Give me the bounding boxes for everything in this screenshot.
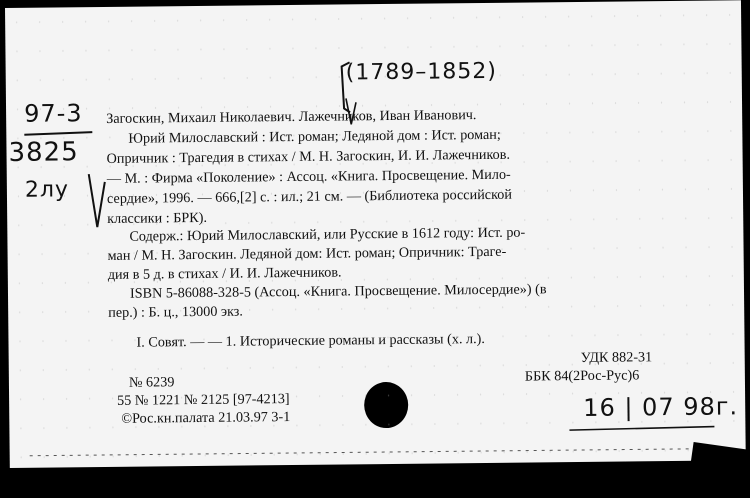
entry-line-3: Опричник : Трагедия в стихах / М. Н. Загоскин, И. И. Лажечников.: [107, 147, 511, 168]
entry-line-11: пер.) : Б. ц., 13000 экз.: [108, 304, 243, 322]
entry-line-5: сердие», 1996. — 666,[2] с. : ил.; 21 см. — (Библиотека российской: [107, 187, 512, 208]
handwritten-years: (1789–1852): [346, 59, 497, 86]
entry-line-10: ISBN 5-86088-328-5 (Ассоц. «Книга. Просвещение. Милосердие») (в: [130, 281, 547, 302]
book-chamber-line: ©Рос.кн.палата 21.03.97 3-1: [121, 409, 290, 428]
registration-line: 55 № 1221 № 2125 [97-4213]: [117, 391, 290, 410]
entry-line-6: классики : БРК).: [107, 210, 207, 228]
entry-line-7: Содерж.: Юрий Милославский, или Русские в 1612 году: Ист. ро-: [129, 225, 525, 246]
entry-line-2: Юрий Милославский : Ист. роман; Ледяной дом : Ист. роман;: [128, 127, 501, 148]
udk-code: УДК 882-31: [581, 349, 653, 367]
handwritten-ref-3: 2лу: [25, 177, 69, 202]
entry-line-4: — М. : Фирма «Поколение» : Ассоц. «Книга. Просвещение. Мило-: [107, 167, 511, 188]
handwritten-ref-2: 3825: [8, 137, 78, 168]
entry-line-9: дия в 5 д. в стихах / И. И. Лажечников.: [108, 264, 342, 283]
check-mark: [87, 172, 108, 232]
shelf-underline-mark: [569, 425, 719, 435]
record-number: № 6239: [129, 374, 175, 391]
bottom-edge-dashes: [30, 447, 720, 458]
ink-stamp: [364, 382, 408, 428]
catalog-card: [5, 0, 746, 468]
handwritten-ref-1: 97-3: [24, 99, 83, 128]
card-corner-shadow: [687, 442, 750, 498]
handwritten-shelf-mark: 16 | 07 98г.: [583, 392, 738, 422]
entry-line-1: Загоскин, Михаил Николаевич. Лажечников, Иван Иванович.: [106, 107, 476, 128]
subject-line: I. Совят. — — 1. Исторические романы и рассказы (х. л.).: [136, 331, 485, 352]
entry-line-8: ман / М. Н. Загоскин. Ледяной дом: Ист. роман; Опричник: Траге-: [108, 244, 507, 265]
bbk-code: ББК 84(2Рос-Рус)6: [525, 367, 640, 385]
